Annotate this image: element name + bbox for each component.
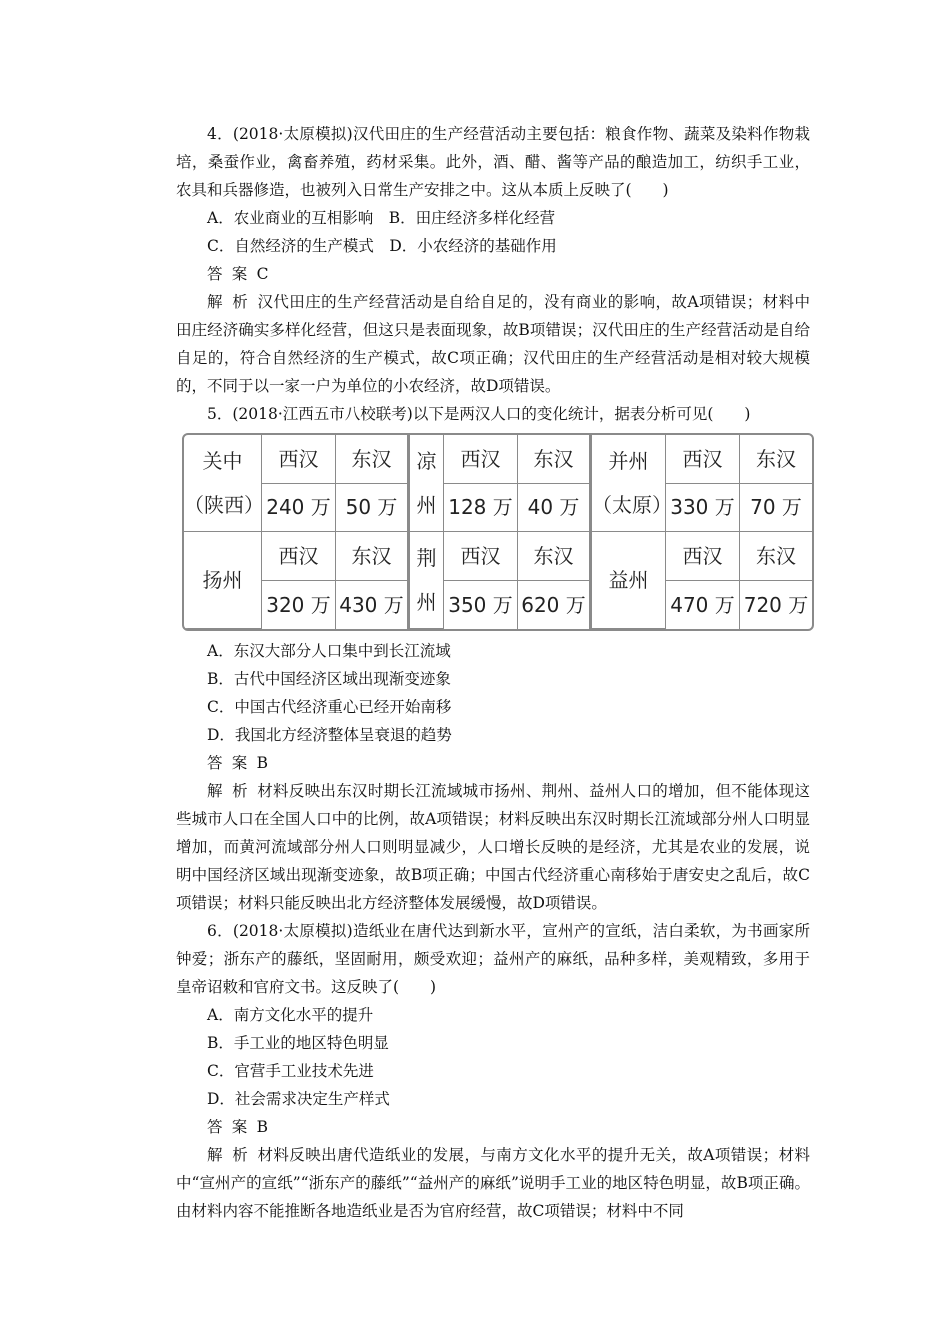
table-value-east: 620 万 [518,581,592,629]
table-value-east: 50 万 [336,484,410,533]
q6-stem: 6．(2018·太原模拟)造纸业在唐代达到新水平，宣州产的宣纸，洁白柔软，为书画家所钟爱；浙东产的藤纸，坚固耐用，颇受欢迎；益州产的麻纸，品种多样，美观精致，多用于皇帝诏敕和官府文书。这反映了( ) [176,922,810,996]
q6-option-a: A．南方文化水平的提升 [207,1006,374,1024]
table-region-cell [184,532,262,629]
table-region-cell [410,435,444,532]
table-value-west: 128 万 [444,484,518,533]
q5-option-b: B．古代中国经济区域出现渐变迹象 [207,670,451,688]
q4-stem: 4．(2018·太原模拟)汉代田庄的生产经营活动主要包括：粮食作物、蔬菜及染料作物栽培，桑蚕作业，禽畜养殖，药材采集。此外，酒、醋、酱等产品的酿造加工，纺织手工业，农具和兵器修造，也被列入日常生产安排之中。这从本质上反映了( ) [176,125,810,199]
explanation-label: 解析 [207,293,258,311]
population-table-wrapper [182,433,810,631]
region-subname: 州 [416,590,437,614]
q5-option-a: A．东汉大部分人口集中到长江流域 [207,642,451,660]
explanation-label: 解析 [207,1146,258,1164]
region-name: 并州 [608,449,649,473]
q6-explanation [176,1141,810,1225]
q4-options-cd: C．自然经济的生产模式 D．小农经济的基础作用 [207,237,557,255]
table-period-east: 东汉 [518,435,592,484]
table-value-west: 240 万 [262,484,336,533]
table-period-east: 东汉 [518,532,592,581]
table-region-cell [410,532,444,629]
q4-options-ab: A．农业商业的互相影响 B．田庄经济多样化经营 [207,209,556,227]
q6-option-c: C．官营手工业技术先进 [207,1062,374,1080]
q4-explanation [176,288,810,400]
region-name: 扬州 [202,568,243,592]
table-value-west: 470 万 [666,581,740,629]
q6-option-d: D．社会需求决定生产样式 [207,1090,390,1108]
table-period-west: 西汉 [666,532,740,581]
table-value-west: 330 万 [666,484,740,533]
table-value-west: 320 万 [262,581,336,629]
table-period-west: 西汉 [666,435,740,484]
q6-answer [176,1113,810,1141]
q5-option-c: C．中国古代经济重心已经开始南移 [207,698,452,716]
q5-option-d: D．我国北方经济整体呈衰退的趋势 [207,726,452,744]
q5-answer-value: B [256,754,268,772]
question-content [176,120,810,1225]
table-region-cell [592,532,666,629]
population-table [182,433,814,631]
answer-label: 答案 [207,265,257,283]
region-subname: （太原） [592,493,672,517]
table-value-east: 40 万 [518,484,592,533]
table-value-east: 70 万 [740,484,812,533]
q6-answer-value: B [256,1118,268,1136]
q5-stem: 5．(2018·江西五市八校联考)以下是两汉人口的变化统计，据表分析可见( ) [207,405,751,423]
region-name: 益州 [608,568,649,592]
table-region-cell [184,435,262,532]
q4-answer [176,260,810,288]
q5-explanation-text: 材料反映出东汉时期长江流域城市扬州、荆州、益州人口的增加，但不能体现这些城市人口在全国人口中的比例，故A项错误；材料反映出东汉时期长江流域部分州人口明显增加，而黄河流域部分州人口则明显减少，人口增长反映的是经济，尤其是农业的发展，说明中国经济区域出现渐变迹象，故B项正确；中国古代经济重心南移始于唐安史之乱后，故C项错误；材料只能反映出北方经济整体发展缓慢，故D项错误。 [176,782,810,912]
q4-answer-value: C [256,265,269,283]
q5-explanation [176,777,810,917]
table-period-east: 东汉 [336,435,410,484]
answer-label: 答案 [207,1118,257,1136]
table-period-west: 西汉 [444,532,518,581]
q6-option-b: B．手工业的地区特色明显 [207,1034,389,1052]
table-period-west: 西汉 [262,435,336,484]
q5-answer [176,749,810,777]
explanation-label: 解析 [207,782,258,800]
table-value-east: 720 万 [743,593,809,618]
table-period-east: 东汉 [336,532,410,581]
table-value-west: 350 万 [444,581,518,629]
answer-label: 答案 [207,754,257,772]
region-name: 关中 [202,449,243,473]
table-value-east: 430 万 [336,581,410,629]
region-subname: 州 [416,493,437,517]
region-subname: （陕西） [184,493,264,517]
region-name: 荆 [416,546,437,570]
table-region-cell [592,435,672,532]
table-period-east: 东汉 [740,532,812,581]
q4-explanation-text: 汉代田庄的生产经营活动是自给自足的，没有商业的影响，故A项错误；材料中田庄经济确实多样化经营，但这只是表面现象，故B项错误；汉代田庄的生产经营活动是自给自足的，符合自然经济的生产模式，故C项正确；汉代田庄的生产经营活动是相对较大规模的，不同于以一家一户为单位的小农经济，故D项错误。 [176,293,810,395]
table-period-west: 西汉 [444,435,518,484]
table-period-east: 东汉 [740,435,812,484]
table-period-west: 西汉 [262,532,336,581]
region-name: 凉 [416,449,437,473]
q6-explanation-text: 材料反映出唐代造纸业的发展，与南方文化水平的提升无关，故A项错误；材料中“宣州产的宣纸”“浙东产的藤纸”“益州产的麻纸”说明手工业的地区特色明显，故B项正确。由材料内容不能推断各地造纸业是否为官府经营，故C项错误；材料中不同 [176,1146,810,1220]
